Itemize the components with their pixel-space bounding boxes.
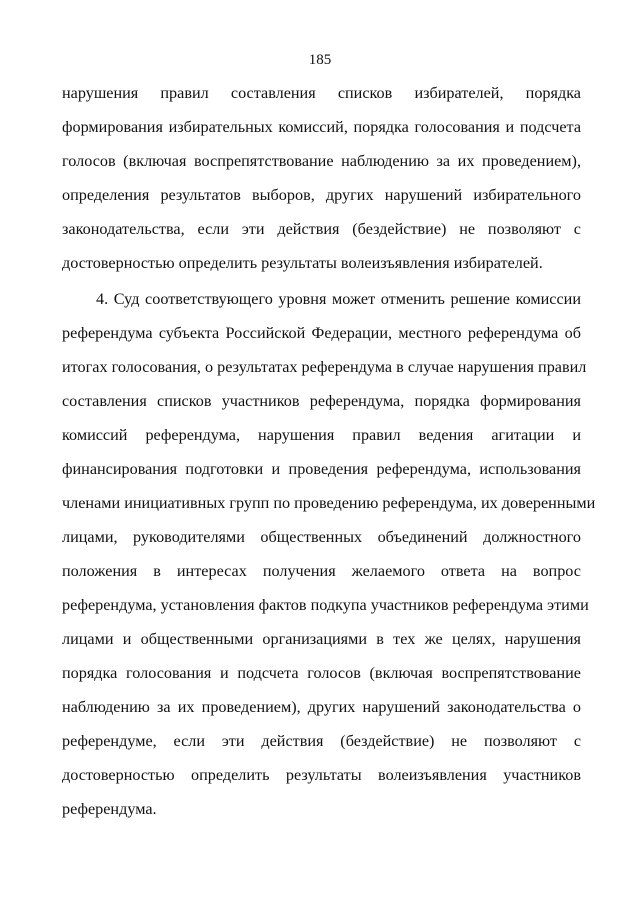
text-line: достоверностью определить результаты волеизъявления участников [62,766,581,784]
page-number: 185 [308,52,332,68]
text-line: референдума. [62,800,157,818]
text-line: финансирования подготовки и проведения референдума, использования [62,460,581,478]
text-line: положения в интересах получения желаемого ответа на вопрос [62,562,581,580]
text-line: 4. Суд соответствующего уровня может отменить решение комиссии [96,290,581,308]
text-line: достоверностью определить результаты волеизъявления избирателей. [62,254,543,272]
text-line: голосов (включая воспрепятствование наблюдению за их проведением), [62,152,581,170]
text-line: нарушения правил составления списков избирателей, порядка [62,84,581,102]
text-line: комиссий референдума, нарушения правил ведения агитации и [62,426,581,444]
text-line: определения результатов выборов, других нарушений избирательного [62,186,581,204]
text-line: наблюдению за их проведением), других нарушений законодательства о [62,698,581,716]
text-line: порядка голосования и подсчета голосов (включая воспрепятствование [62,664,581,682]
text-line: референдума, установления фактов подкупа участников референдума этими [62,596,589,614]
text-line: итогах голосования, о результатах референдума в случае нарушения правил [62,358,587,376]
text-line: членами инициативных групп по проведению референдума, их доверенными [62,494,596,512]
text-line: лицами, руководителями общественных объединений должностного [62,528,581,546]
text-line: референдуме, если эти действия (бездействие) не позволяют с [62,732,581,750]
text-line: референдума субъекта Российской Федерации, местного референдума об [62,324,581,342]
text-line: формирования избирательных комиссий, порядка голосования и подсчета [62,118,581,136]
text-line: составления списков участников референдума, порядка формирования [62,392,581,410]
text-line: лицами и общественными организациями в тех же целях, нарушения [62,630,581,648]
text-line: законодательства, если эти действия (бездействие) не позволяют с [62,220,581,238]
